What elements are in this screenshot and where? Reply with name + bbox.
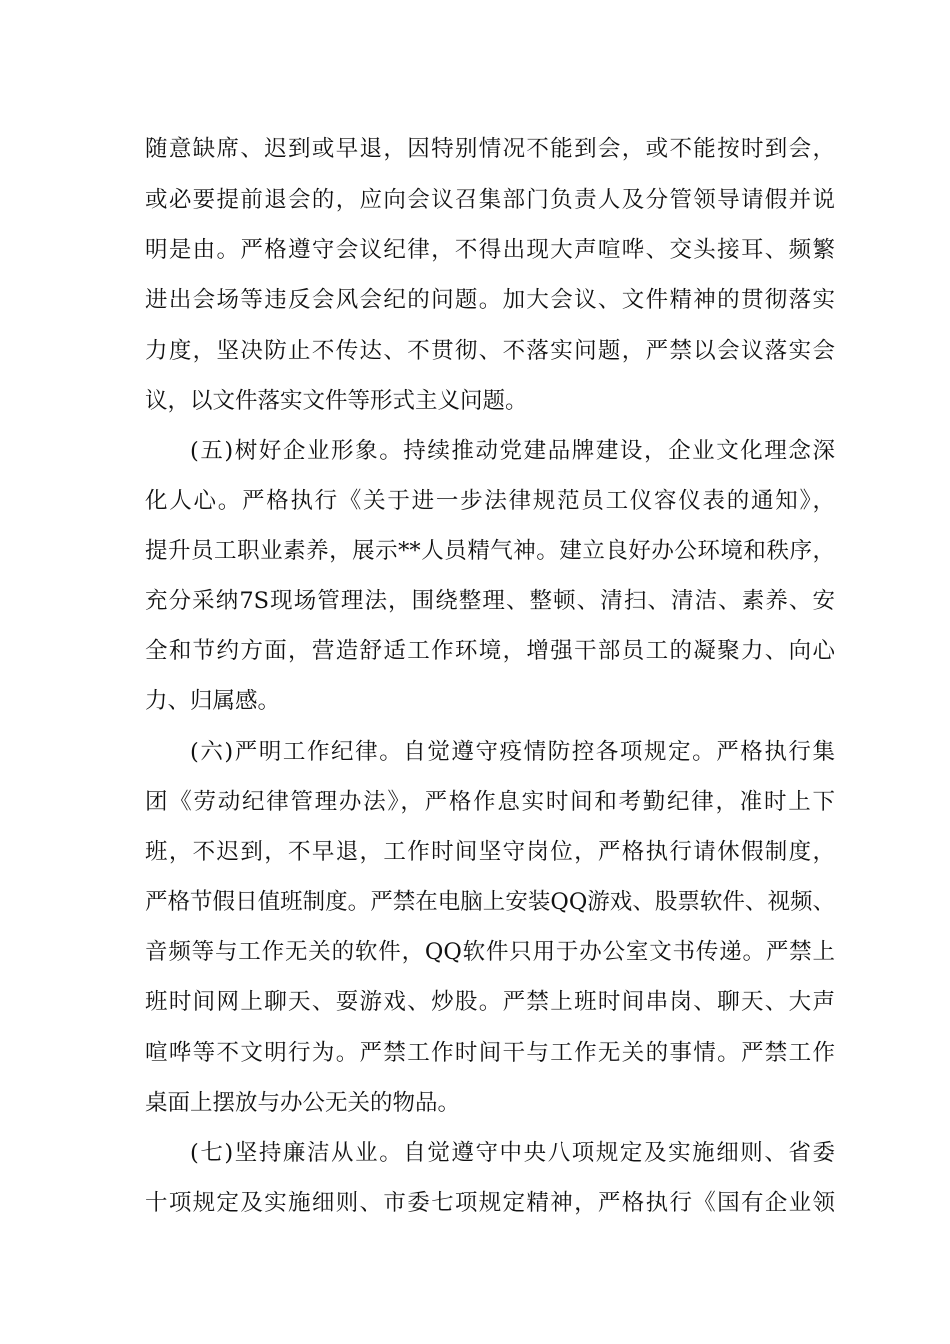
section-heading-line: (五)树好企业形象。持续推动党建品牌建设，企业文化理念深 (190, 438, 835, 464)
body-text-line: 班，不迟到，不早退，工作时间坚守岗位，严格执行请休假制度， (145, 839, 835, 865)
section-heading-line: (七)坚持廉洁从业。自觉遵守中央八项规定及实施细则、省委 (190, 1140, 835, 1166)
body-text-line: 进出会场等违反会风会纪的问题。加大会议、文件精神的贯彻落实 (145, 287, 835, 313)
body-text-line: 充分采纳7S现场管理法，围绕整理、整顿、清扫、清洁、素养、安 (145, 588, 835, 614)
body-text-line: 十项规定及实施细则、市委七项规定精神，严格执行《国有企业领 (145, 1190, 835, 1216)
body-text-line: 全和节约方面，营造舒适工作环境，增强干部员工的凝聚力、向心 (145, 638, 835, 664)
body-text-line: 桌面上摆放与办公无关的物品。 (145, 1090, 461, 1116)
body-text-line: 喧哗等不文明行为。严禁工作时间干与工作无关的事情。严禁工作 (145, 1040, 835, 1066)
body-text-line: 随意缺席、迟到或早退，因特别情况不能到会，或不能按时到会， (145, 136, 835, 162)
body-text-line: 议，以文件落实文件等形式主义问题。 (145, 388, 528, 414)
body-text-line: 力度，坚决防止不传达、不贯彻、不落实问题，严禁以会议落实会 (145, 338, 835, 364)
body-text-line: 化人心。严格执行《关于进一步法律规范员工仪容仪表的通知》， (145, 488, 835, 514)
body-text-line: 力、归属感。 (145, 688, 281, 714)
body-text-line: 或必要提前退会的，应向会议召集部门负责人及分管领导请假并说 (145, 187, 835, 213)
body-text-line: 音频等与工作无关的软件，QQ软件只用于办公室文书传递。严禁上 (145, 939, 835, 965)
body-text-line: 班时间网上聊天、耍游戏、炒股。严禁上班时间串岗、聊天、大声 (145, 989, 835, 1015)
body-text-line: 提升员工职业素养，展示**人员精气神。建立良好办公环境和秩序， (145, 538, 835, 564)
body-text-line: 团《劳动纪律管理办法》，严格作息实时间和考勤纪律，准时上下 (145, 789, 835, 815)
body-text-line: 明是由。严格遵守会议纪律，不得出现大声喧哗、交头接耳、频繁 (145, 237, 835, 263)
body-text-line: 严格节假日值班制度。严禁在电脑上安装QQ游戏、股票软件、视频、 (145, 889, 835, 915)
section-heading-line: (六)严明工作纪律。自觉遵守疫情防控各项规定。严格执行集 (190, 739, 835, 765)
